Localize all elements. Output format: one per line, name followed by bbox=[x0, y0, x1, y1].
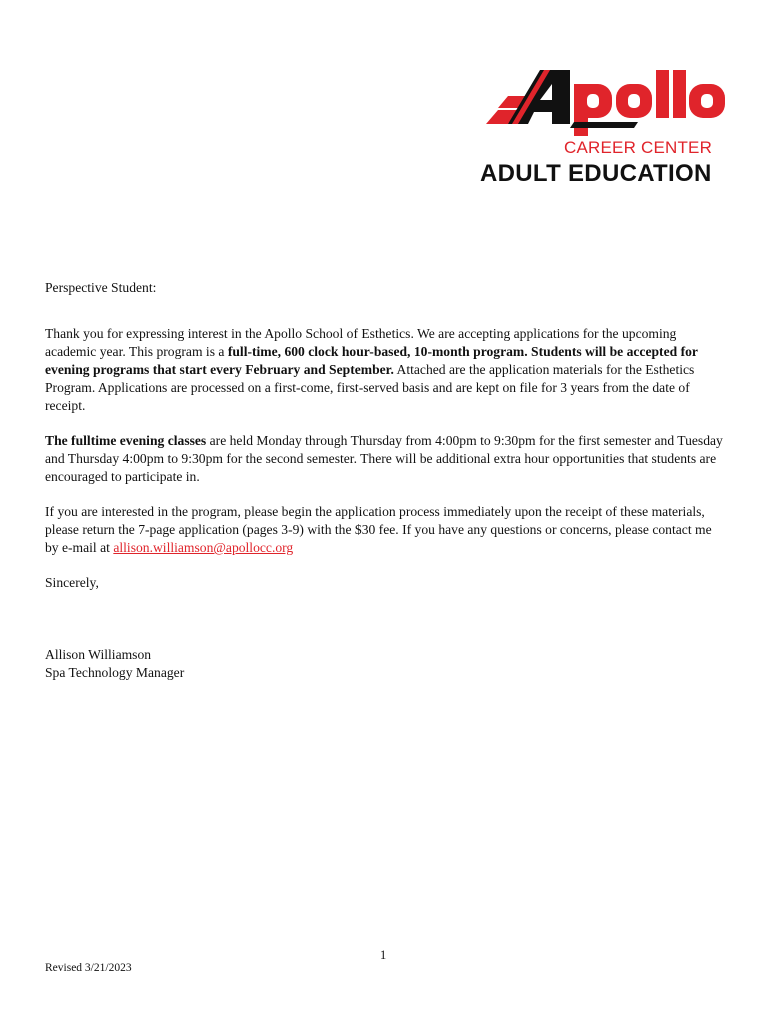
signer-title: Spa Technology Manager bbox=[45, 665, 185, 680]
paragraph-text: If you are interested in the program, please begin the application process immediately upon the receipt of these materials, please return the 7-page application (pages 3-9) with the $30 fee. If you have any questions or concerns, please contact me by e-mail at bbox=[45, 504, 712, 555]
email-link[interactable]: allison.williamson@apollocc.org bbox=[113, 540, 294, 555]
revision-date: Revised 3/21/2023 bbox=[45, 962, 132, 974]
paragraph-text: Attached are the application materials for the Esthetics Program. Applications are processed on a first-come, first-served basis and are kept on file for 3 years from the date of receipt. bbox=[45, 362, 695, 413]
apollo-wordmark-graphic bbox=[478, 62, 726, 142]
logo-adult-education-text: ADULT EDUCATION bbox=[480, 160, 712, 187]
paragraph-text: are held Monday through Thursday from 4:00pm to 9:30pm for the first semester and Tuesday and Thursday 4:00pm to 9:30pm for the second semester. There will be additional extra hour opportunities that students are encouraged to participate in. bbox=[45, 433, 723, 484]
signer-name: Allison Williamson bbox=[45, 647, 152, 662]
program-highlight: full-time, 600 clock hour-based, 10-month program. Students will be accepted for evening programs that start every February and September. bbox=[45, 344, 698, 377]
schedule-highlight: The fulltime evening classes bbox=[45, 433, 207, 448]
paragraph-contact bbox=[45, 503, 725, 557]
letter-body bbox=[45, 279, 725, 682]
logo-career-center-text: CAREER CENTER bbox=[564, 138, 713, 157]
closing: Sincerely, bbox=[45, 575, 99, 590]
apollo-logo bbox=[478, 62, 726, 192]
paragraph-schedule bbox=[45, 432, 725, 486]
paragraph-program-info bbox=[45, 325, 725, 415]
salutation: Perspective Student: bbox=[45, 280, 157, 295]
page-number: 1 bbox=[380, 948, 387, 962]
paragraph-text: Thank you for expressing interest in the Apollo School of Esthetics. We are accepting applications for the upcoming academic year. This program is a bbox=[45, 326, 677, 359]
